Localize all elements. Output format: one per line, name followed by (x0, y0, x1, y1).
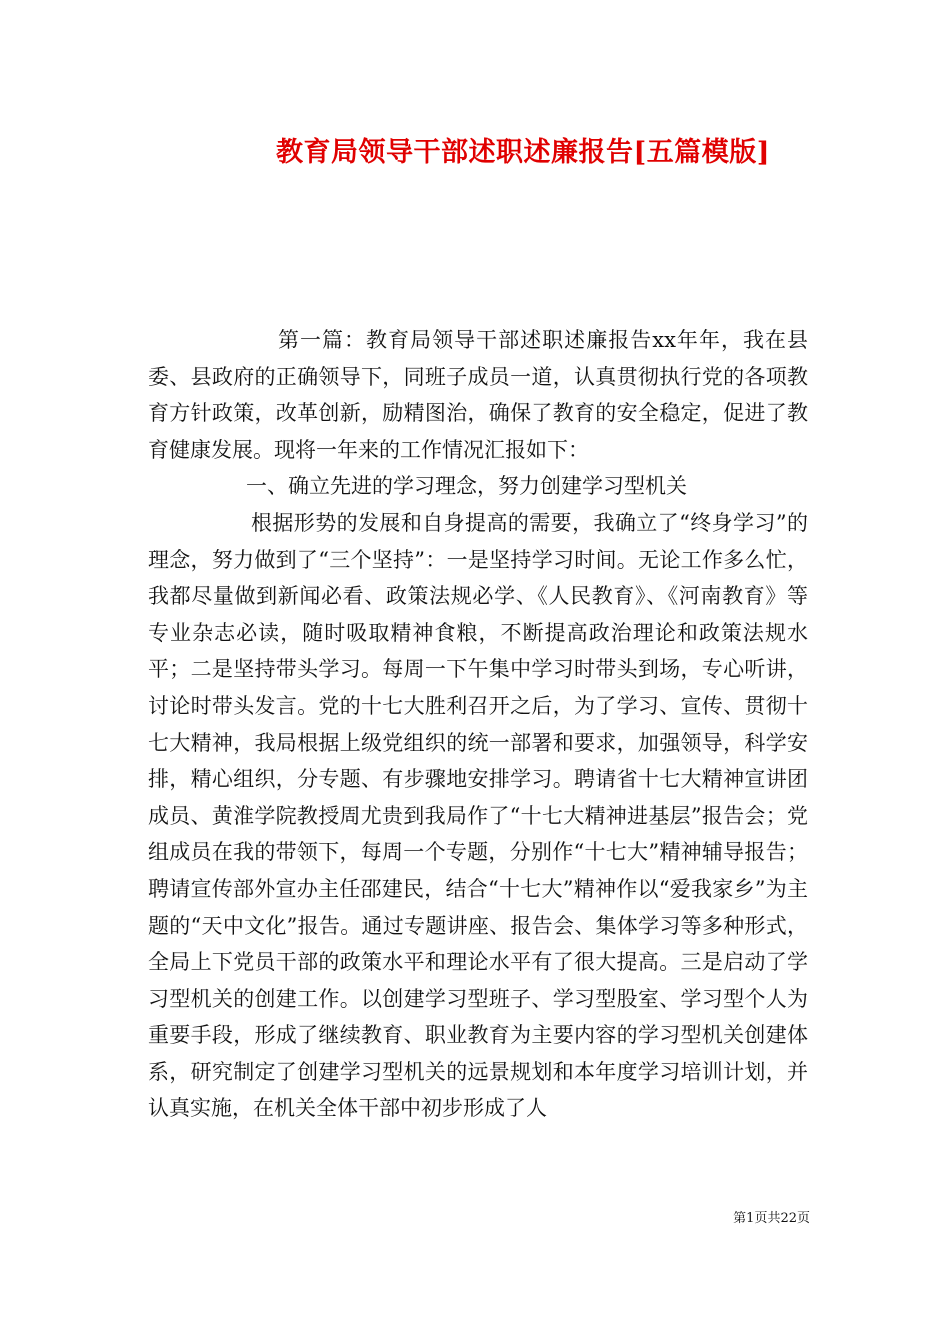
section-heading: 一、确立先进的学习理念，努力创建学习型机关 (246, 474, 687, 499)
page-number: 第1页共22页 (733, 1211, 810, 1226)
document-title-text: 教育局领导干部述职述廉报告[五篇模版] (275, 137, 771, 168)
intro-paragraph: 第一篇：教育局领导干部述职述廉报告xx年年，我在县委、县政府的正确领导下，同班子成员一道，认真贯彻执行党的各项教育方针政策，改革创新，励精图治，确保了教育的安全稳定，促进了教育健康发展。现将一年来的工作情况汇报如下： (148, 328, 808, 462)
document-title (0, 130, 950, 169)
section-paragraph: 根据形势的发展和自身提高的需要，我确立了“终身学习”的理念，努力做到了“三个坚持”：一是坚持学习时间。无论工作多么忙，我都尽量做到新闻必看、政策法规必学、《人民教育》、《河南教育》等专业杂志必读，随时吸取精神食粮，不断提高政治理论和政策法规水平；二是坚持带头学习。每周一下午集中学习时带头到场，专心听讲，讨论时带头发言。党的十七大胜利召开之后，为了学习、宣传、贯彻十七大精神，我局根据上级党组织的统一部署和要求，加强领导，科学安排，精心组织，分专题、有步骤地安排学习。聘请省十七大精神宣讲团成员、黄淮学院教授周尤贵到我局作了“十七大精神进基层”报告会；党组成员在我的带领下，每周一个专题，分别作“十七大”精神辅导报告；聘请宣传部外宣办主任邵建民，结合“十七大”精神作以“爱我家乡”为主题的“天中文化”报告。通过专题讲座、报告会、集体学习等多种形式，全局上下党员干部的政策水平和理论水平有了很大提高。三是启动了学习型机关的创建工作。以创建学习型班子、学习型股室、学习型个人为重要手段，形成了继续教育、职业教育为主要内容的学习型机关创建体系，研究制定了创建学习型机关的远景规划和本年度学习培训计划，并认真实施，在机关全体干部中初步形成了人 (148, 510, 808, 1121)
document-body (148, 322, 808, 1127)
